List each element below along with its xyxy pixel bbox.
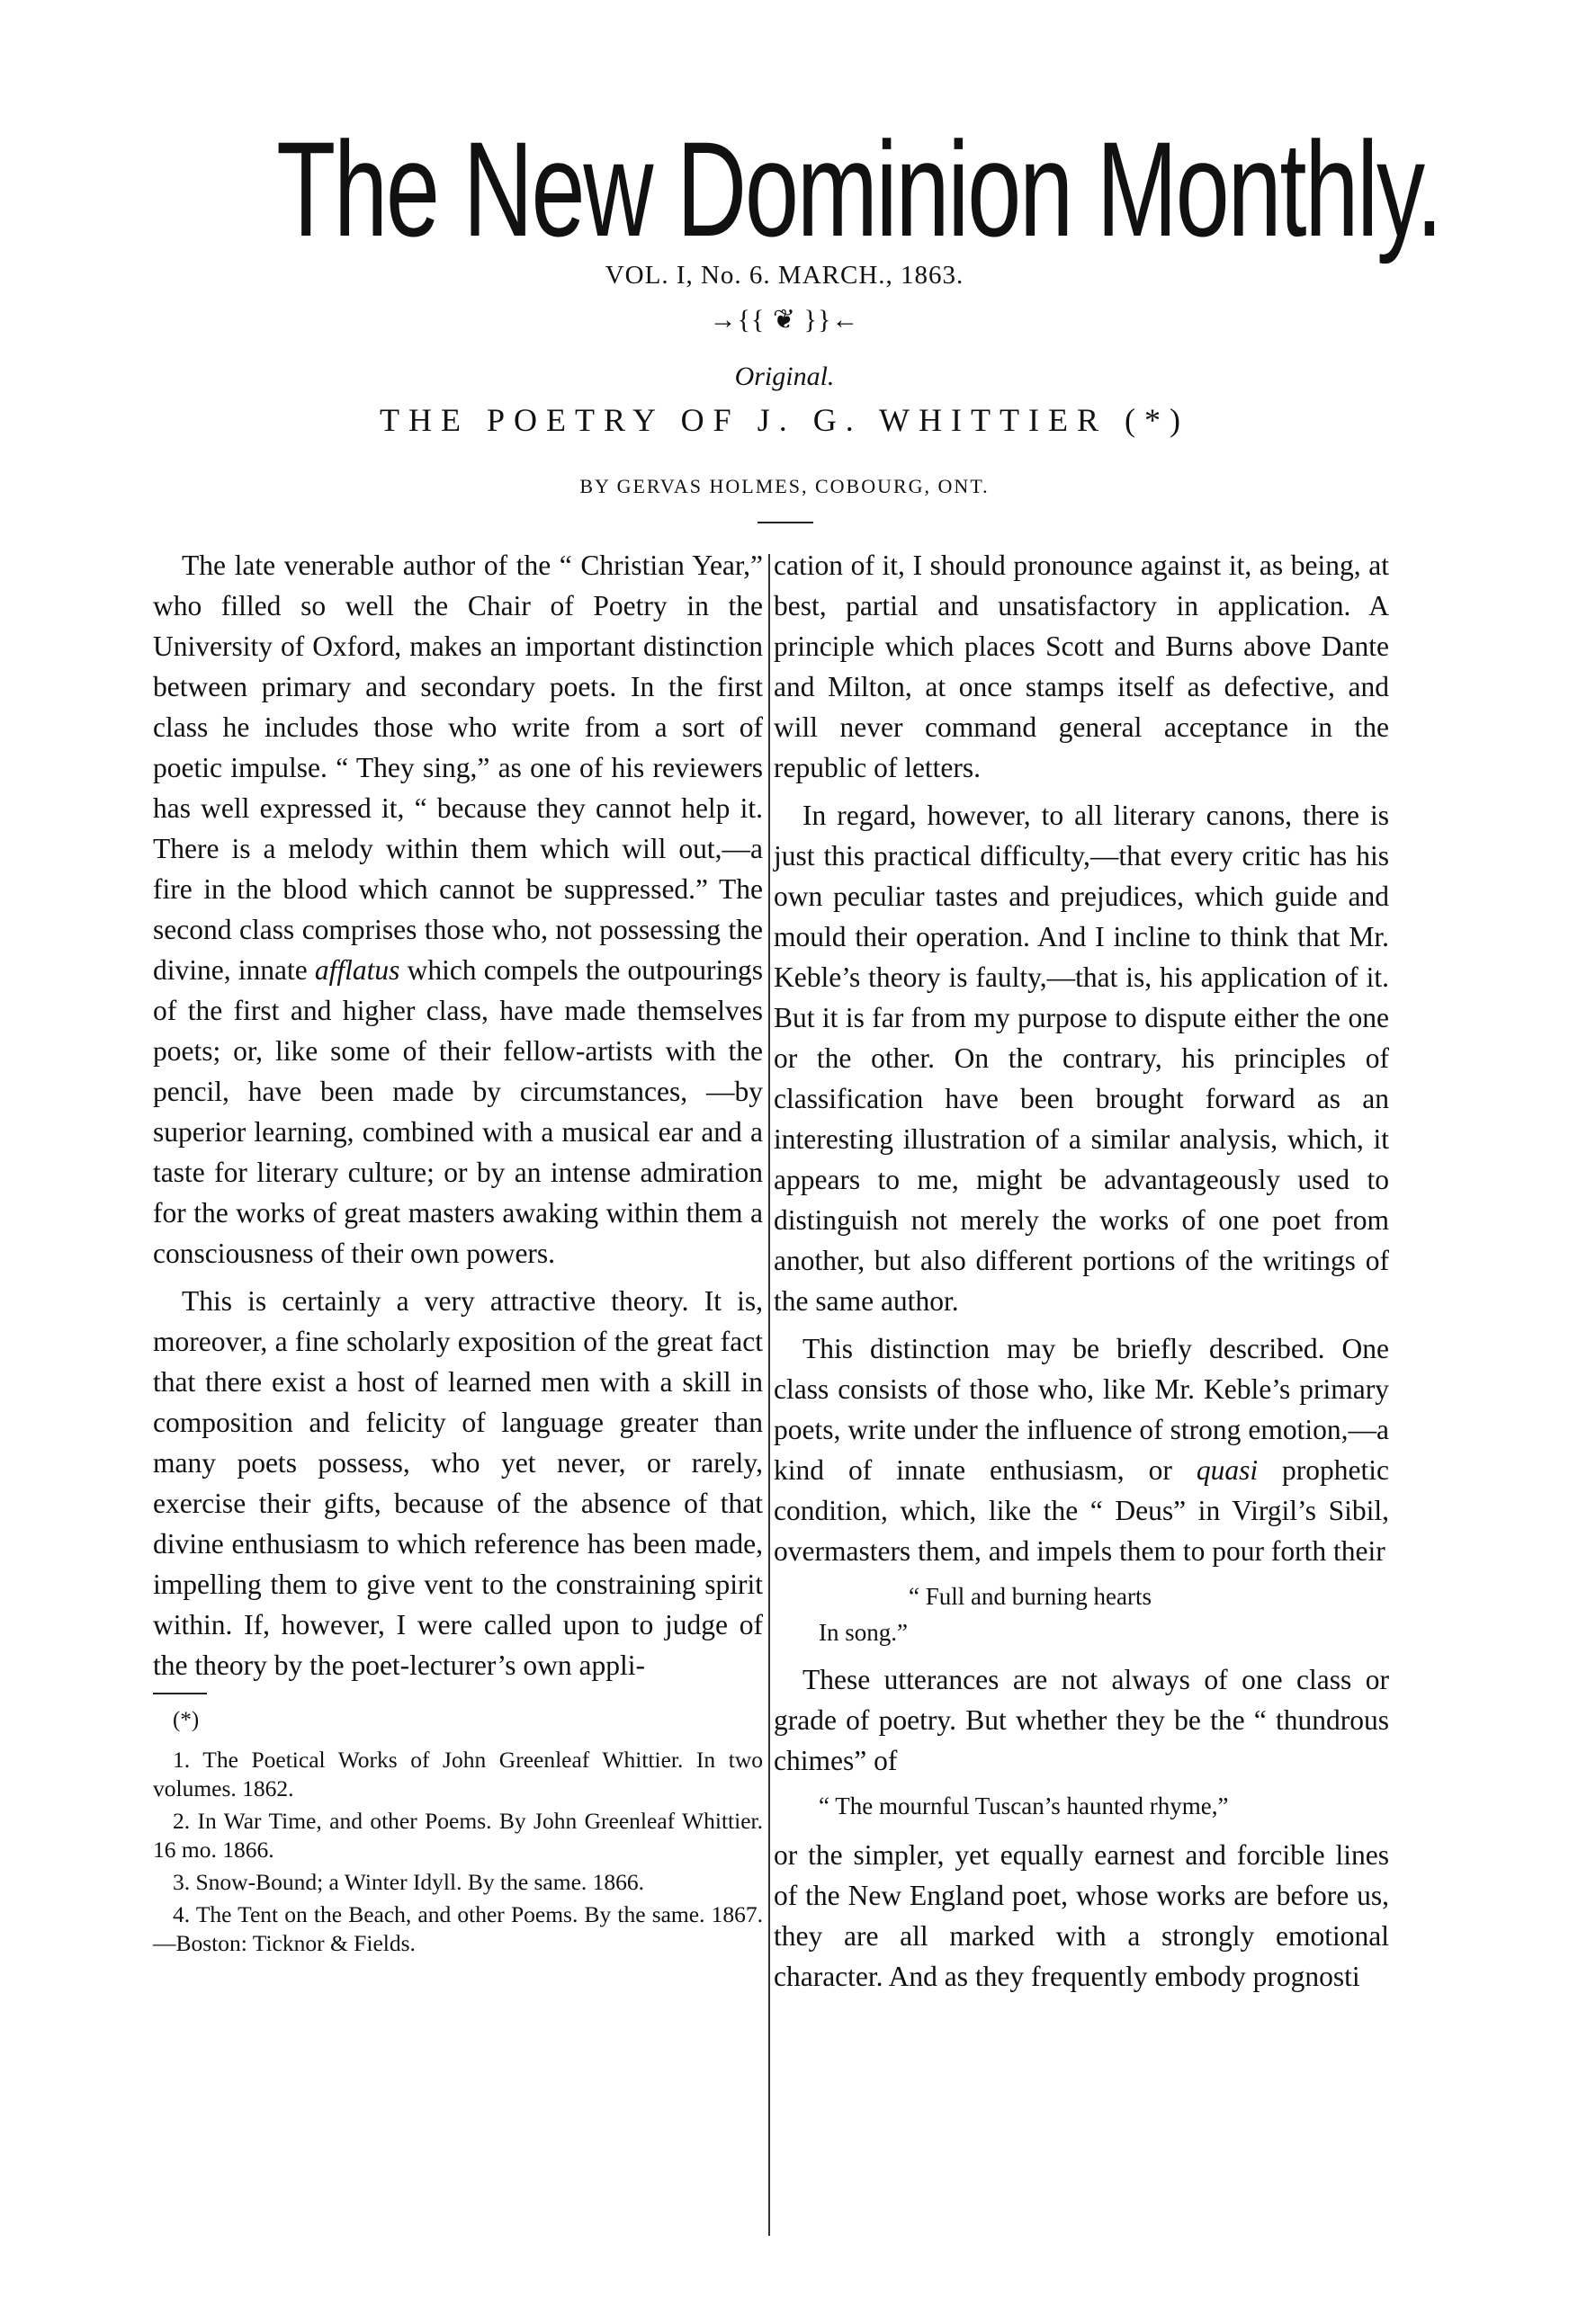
right-column <box>774 545 1389 2004</box>
article-title: THE POETRY OF J. G. WHITTIER (*) <box>380 402 1189 438</box>
paragraph: or the simpler, yet equally earnest and forcible lines of the New England poet, whose works are before us, they are all marked with a strongly emotional character. And as they frequently embody prognosti <box>774 1839 1389 1992</box>
ornament-divider-icon: →{{ ❦ }}← <box>709 305 860 335</box>
byline-rule <box>758 522 813 523</box>
verse-quote: “ Full and burning hearts In song.” <box>819 1583 1152 1646</box>
masthead-title: The New Dominion Monthly. <box>276 113 1441 264</box>
italic-term: afflatus <box>314 954 400 986</box>
paragraph: In regard, however, to all literary canons, there is just this practical difficulty,—that every critic has his own peculiar tastes and prejudices, which guide and mould their operation. And I incline to think that Mr. Keble’s theory is faulty,—that is, his application of it. But it is far from my purpose to dispute either the one or the other. On the contrary, his principles of classification have been brought forward as an interesting illustration of a similar analysis, which, it appears to me, might be advantageously used to distinguish not merely the works of one poet from another, but also different portions of the writings of the same author. <box>774 800 1389 1317</box>
footnote-rule <box>153 1693 207 1694</box>
footnote: 4. The Tent on the Beach, and other Poems. By the same. 1867.—Boston: Ticknor & Fields. <box>153 1901 763 1956</box>
issue-line: VOL. I, No. 6. MARCH., 1863. <box>605 261 964 290</box>
paragraph: This is certainly a very attractive theory. It is, moreover, a fine scholarly exposition of the great fact that there exist a host of learned men with a skill in composition and felicity of language greater than many poets possess, who yet never, or rarely, exercise their gifts, because of the absence of that divine enthusiasm to which reference has been made, impelling them to give vent to the constraining spirit within. If, however, I were called upon to judge of the theory by the poet-lecturer’s own appli- <box>153 1285 763 1681</box>
byline: BY GERVAS HOLMES, COBOURG, ONT. <box>579 475 990 497</box>
footnote: 1. The Poetical Works of John Greenleaf Whittier. In two volumes. 1862. <box>153 1747 763 1801</box>
left-column <box>153 545 763 1962</box>
footnote-mark: (*) <box>173 1708 200 1732</box>
section-label: Original. <box>734 362 835 391</box>
paragraph: cation of it, I should pronounce against it, as being, at best, partial and unsatisfactory in application. A principle which places Scott and Burns above Dante and Milton, at once stamps itself as defective, and will never command general acceptance in the republic of letters. <box>774 550 1389 783</box>
column-divider <box>768 554 770 2236</box>
verse-quote: “ The mournful Tuscan’s haunted rhyme,” <box>819 1792 1229 1819</box>
paragraph: These utterances are not always of one class or grade of poetry. But whether they be the “ thundrous chimes” of <box>774 1664 1389 1776</box>
footnote: 3. Snow-Bound; a Winter Idyll. By the same. 1866. <box>173 1869 645 1895</box>
paragraph: This distinction may be briefly described. One class consists of those who, like Mr. Keble’s primary poets, write under the influence of strong emotion,—a kind of innate enthusiasm, or quasi prophetic condition, which, like the “ Deus” in Virgil’s Sibil, overmasters them, and impels them to pour forth their <box>774 1333 1389 1567</box>
footnote: 2. In War Time, and other Poems. By John Greenleaf Whittier. 16 mo. 1866. <box>153 1808 763 1863</box>
italic-term: quasi <box>1196 1454 1259 1486</box>
paragraph: The late venerable author of the “ Christian Year,” who filled so well the Chair of Poetry in the University of Oxford, makes an important distinction between primary and secondary poets. In the first class he includes those who write from a sort of poetic impulse. “ They sing,” as one of his reviewers has well expressed it, “ because they cannot help it. There is a melody within them which will out,—a fire in the blood which cannot be suppressed.” The second class comprises those who, not possessing the divine, innate afflatus which compels the outpourings of the first and higher class, have made themselves poets; or, like some of their fellow-artists with the pencil, have been made by circumstances, —by superior learning, combined with a musical ear and a taste for literary culture; or by an intense admiration for the works of great masters awaking within them a consciousness of their own powers. <box>153 550 763 1269</box>
